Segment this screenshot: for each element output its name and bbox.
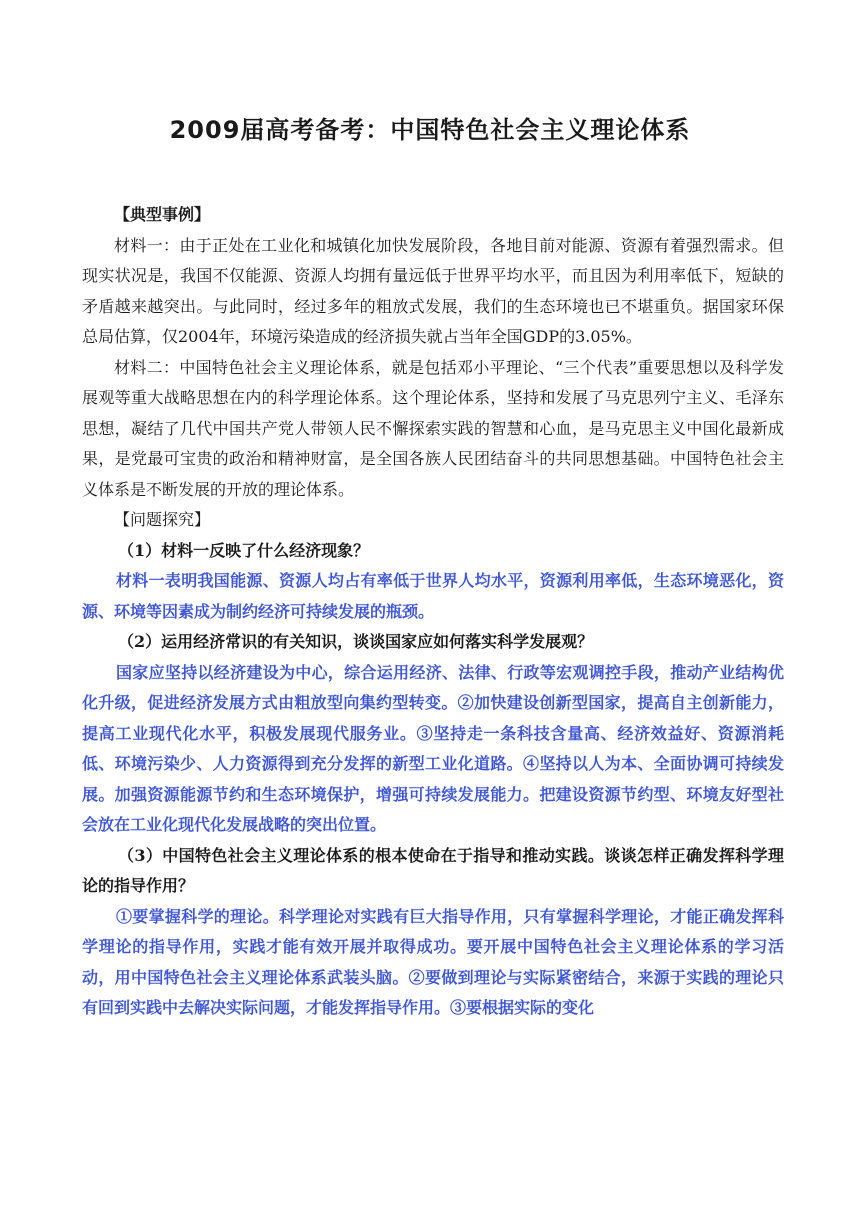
question-two: （2）运用经济常识的有关知识，谈谈国家应如何落实科学发展观？ <box>118 632 594 651</box>
question-one: （1）材料一反映了什么经济现象？ <box>118 540 370 560</box>
document-body <box>82 200 784 1024</box>
material-one-paragraph: 材料一：由于正处在工业化和城镇化加快发展阶段，各地目前对能源、资源有着强烈需求。但现实状况是，我国不仅能源、资源人均拥有量远低于世界平均水平，而且因为利用率低下，短缺的矛盾越来越突出。与此同时，经过多年的粗放式发展，我们的生态环境也已不堪重负。据国家环保总局估算，仅2004年，环境污染造成的经济损失就占当年全国GDP的3.05%。 <box>82 235 784 346</box>
section-heading-inquiry: 【问题探究】 <box>114 510 211 529</box>
section-heading-examples: 【典型事例】 <box>114 205 211 224</box>
answer-one: 材料一表明我国能源、资源人均占有率低于世界人均水平，资源利用率低，生态环境恶化，资源、环境等因素成为制约经济可持续发展的瓶颈。 <box>82 571 784 621</box>
answer-two: 国家应坚持以经济建设为中心，综合运用经济、法律、行政等宏观调控手段，推动产业结构优化升级，促进经济发展方式由粗放型向集约型转变。②加快建设创新型国家，提高自主创新能力，提高工业现代化水平，积极发展现代服务业。③坚持走一条科技含量高、经济效益好、资源消耗低、环境污染少、人力资源得到充分发挥的新型工业化道路。④坚持以人为本、全面协调可持续发展。加强资源能源节约和生态环境保护，增强可持续发展能力。把建设资源节约型、环境友好型社会放在工业化现代化发展战略的突出位置。 <box>82 662 784 834</box>
material-two-paragraph: 材料二：中国特色社会主义理论体系，就是包括邓小平理论、“三个代表”重要思想以及科学发展观等重大战略思想在内的科学理论体系。这个理论体系，坚持和发展了马克思列宁主义、毛泽东思想，凝结了几代中国共产党人带领人民不懈探索实践的智慧和心血，是马克思主义中国化最新成果，是党最可宝贵的政治和精神财富，是全国各族人民团结奋斗的共同思想基础。中国特色社会主义体系是不断发展的开放的理论体系。 <box>82 357 784 499</box>
question-three: （3）中国特色社会主义理论体系的根本使命在于指导和推动实践。谈谈怎样正确发挥科学理论的指导作用？ <box>82 845 784 895</box>
document-title: 2009届高考备考：中国特色社会主义理论体系 <box>169 116 691 144</box>
answer-three: ①要掌握科学的理论。科学理论对实践有巨大指导作用，只有掌握科学理论，才能正确发挥科学理论的指导作用，实践才能有效开展并取得成功。要开展中国特色社会主义理论体系的学习活动，用中国特色社会主义理论体系武装头脑。②要做到理论与实际紧密结合，来源于实践的理论只有回到实践中去解决实际问题，才能发挥指导作用。③要根据实际的变化 <box>82 906 784 1017</box>
